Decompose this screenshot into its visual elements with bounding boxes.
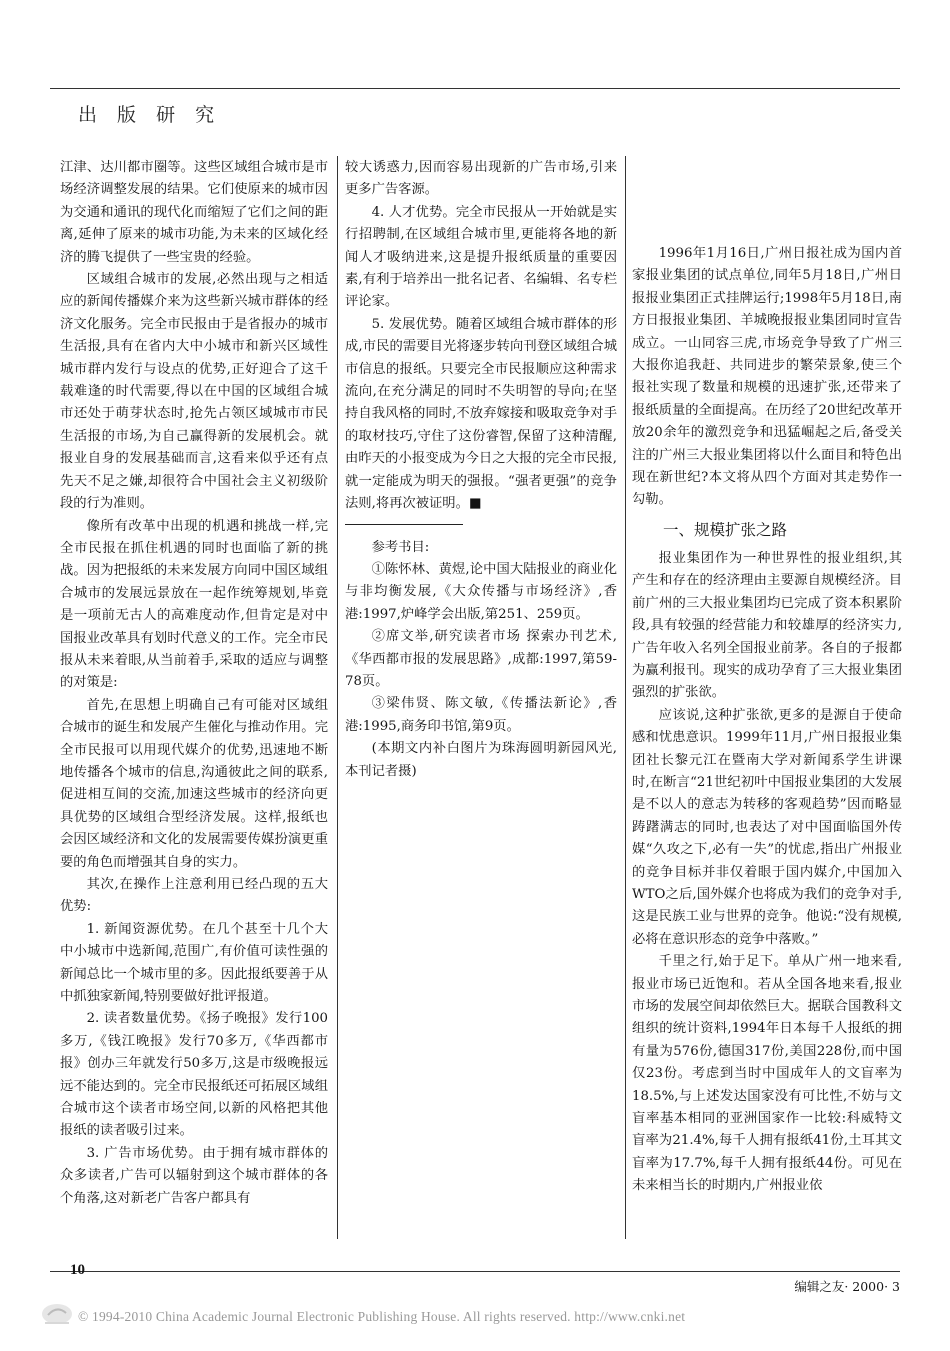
paragraph: 其次,在操作上注意利用已经凸现的五大优势: xyxy=(60,877,328,915)
paragraph: 较大诱惑力,因而容易出现新的广告市场,引来更多广告客源。 xyxy=(345,160,617,198)
article-intro: 1996年1月16日,广州日报社成为国内首家报业集团的试点单位,同年5月18日,广州日报报业集团正式挂牌运行;1998年5月18日,南方日报报业集团、羊城晚报报业集团同时宣告成立。一山同容三虎,市场竞争导致了广州三大报你追我赶、共同进步的繁荣景象,使三个报社实现了数量和规模的迅速扩张,还带来了报纸质量的全面提高。在历经了20世纪改革开放20余年的激烈竞争和迅猛崛起之后,备受关注的广州三大报业集团将以什么面目和特色出现在新世纪?本文将从四个方面对其走势作一勾勒。 xyxy=(632,246,902,508)
paragraph: 千里之行,始于足下。单从广州一地来看,报业市场已近饱和。若从全国各地来看,报业市场的发展空间却依然巨大。据联合国教科文组织的统计资料,1994年日本每千人报纸的拥有量为576份,德国317份,美国228份,而中国仅23份。考虑到当时中国成年人的文盲率为18.5%,与上述发达国家没有可比性,不妨与文盲率基本相同的亚洲国家作一比较:科威特文盲率为21.4%,每千人拥有报纸41份,土耳其文盲率为17.7%,每千人拥有报纸44份。可见在未来相当长的时期内,广州报业依 xyxy=(632,954,902,1194)
paragraph: 首先,在思想上明确自己有可能对区域组合城市的诞生和发展产生催化与推动作用。完全市民报可以用现代媒介的优势,迅速地不断地传播各个城市的信息,沟通彼此之间的联系,促进相互间的交流,加速这些城市的经济向更具优势的区域组合型经济发展。这样,报纸也会因区域经济和文化的发展需要传媒扮演更重要的角色而增强其自身的实力。 xyxy=(60,697,328,870)
header-rule xyxy=(50,88,900,89)
photo-caption: (本期文内补白图片为珠海圆明新园风光,本刊记者摄) xyxy=(345,741,617,779)
paragraph: 4. 人才优势。完全市民报从一开始就是实行招聘制,在区域组合城市里,更能将各地的新闻人才吸纳进来,这是提升报纸质量的重要因素,有利于培养出一批名记者、名编辑、名专栏评论家。 xyxy=(345,204,617,310)
paragraph: 报业集团作为一种世界性的报业组织,其产生和存在的经济理由主要源自规模经济。目前广州的三大报业集团均已完成了资本积累阶段,具有较强的经营能力和较雄厚的经济实力,广告年收入名列全国报业前茅。各自的子报都为赢利报刊。现实的成功孕育了三大报业集团强烈的扩张欲。 xyxy=(632,550,902,701)
paragraph: 3. 广告市场优势。由于拥有城市群体的众多读者,广告可以辐射到这个城市群体的各个角落,这对新老广告客户都具有 xyxy=(60,1145,328,1206)
column-divider-right xyxy=(625,156,626,1239)
paragraph: 江津、达川都市圈等。这些区域组合城市是市场经济调整发展的结果。它们使原来的城市因为交通和通讯的现代化而缩短了它们之间的距离,延伸了原来的城市功能,为未来的区域化经济的腾飞提供了一些宝贵的经验。 xyxy=(60,160,328,265)
references-rule xyxy=(345,524,463,525)
paragraph: 5. 发展优势。随着区域组合城市群体的形成,市民的需要目光将逐步转向刊登区域组合城市信息的报纸。只要完全市民报顺应这种需求流向,在充分满足的同时不失明智的导向;在坚持自我风格的同时,不放弃嫁接和吸取竞争对手的取材技巧,守住了这份睿智,保留了这种清醒,由昨天的小报变成为今日之大报的完全市民报,就一定能成为明天的强报。“强者更强”的竞争法则,将再次被证明。■ xyxy=(345,316,617,512)
cnki-logo-icon xyxy=(40,1301,74,1327)
references-title: 参考书目: xyxy=(371,539,430,555)
column-divider-left xyxy=(337,156,338,1239)
reference-item: ②席文举,研究读者市场 探索办刊艺术,《华西都市报的发展思路》,成都:1997,第59-78页。 xyxy=(345,629,617,689)
column-middle xyxy=(345,157,617,783)
column-left xyxy=(60,157,328,1210)
column-middle-body xyxy=(345,157,617,516)
reference-item: ③梁伟贤、陈文敏,《传播法新论》,香港:1995,商务印书馆,第9页。 xyxy=(345,696,617,734)
copyright-footer: © 1994-2010 China Academic Journal Electronic Publishing House. All rights reserved. http://www.cnki.net xyxy=(78,1309,686,1324)
section-heading: 一、规模扩张之路 xyxy=(663,520,788,539)
paragraph: 2. 读者数量优势。《扬子晚报》发行100多万,《钱江晚报》发行70多万,《华西都市报》创办三年就发行50多万,这是市级晚报远远不能达到的。完全市民报纸还可拓展区域组合城市这个读者市场空间,以新的风格把其他报纸的读者吸引过来。 xyxy=(60,1011,328,1139)
paragraph: 应该说,这种扩张欲,更多的是源自于使命感和忧患意识。1999年11月,广州日报报业集团社长黎元江在暨南大学对新闻系学生讲课时,在断言“21世纪初叶中国报业集团的大发展是不以人的意志为转移的客观趋势”因而略显踌躇满志的同时,也表达了对中国面临国外传媒“久攻之下,必有一失”的忧虑,指出广州报业的竞争目标并非仅着眼于国内媒介,中国加入WTO之后,国外媒介也将成为我们的竞争对手,这是民族工业与世界的竞争。他说:“没有规模,必将在意识形态的竞争中落败。” xyxy=(632,707,902,947)
paragraph: 像所有改革中出现的机遇和挑战一样,完全市民报在抓住机遇的同时也面临了新的挑战。因为把报纸的未来发展方向同中国区域组合城市的发展远景放在一起作统筹规划,毕竟是一项前无古人的高难度动作,但肯定是对中国报业改革具有划时代意义的工作。完全市民报从未来着眼,从当前着手,采取的适应与调整的对策是: xyxy=(60,518,328,691)
paragraph: 区域组合城市的发展,必然出现与之相适应的新闻传播媒介来为这些新兴城市群体的经济文化服务。完全市民报由于是省报办的城市生活报,具有在省内大中小城市和新兴区域性城市群内发行与设点的优势,正好迎合了这千载难逢的时代需要,得以在中国的区域组合城市还处于萌芽状态时,抢先占领区域城市市民生活报的市场,为自己赢得新的发展机会。就报业自身的发展基础而言,这看来似乎还有点先天不足之嫌,却很符合中国社会主义初级阶段的行为准则。 xyxy=(60,272,328,512)
journal-issue: 编辑之友· 2000· 3 xyxy=(794,1279,900,1294)
section-title: 出 版 研 究 xyxy=(78,104,222,126)
references xyxy=(345,537,617,739)
paragraph: 1. 新闻资源优势。在几个甚至十几个大中小城市中选新闻,范围广,有价值可读性强的新闻总比一个城市里的多。因此报纸要善于从中抓独家新闻,特别要做好批评报道。 xyxy=(60,921,328,1005)
page-number: 10 xyxy=(70,1262,85,1278)
footer-rule xyxy=(50,1271,900,1272)
column-right xyxy=(632,243,902,1198)
reference-item: ①陈怀林、黄煜,论中国大陆报业的商业化与非均衡发展,《大众传播与市场经济》,香港:1997,炉峰学会出版,第251、259页。 xyxy=(345,561,617,622)
